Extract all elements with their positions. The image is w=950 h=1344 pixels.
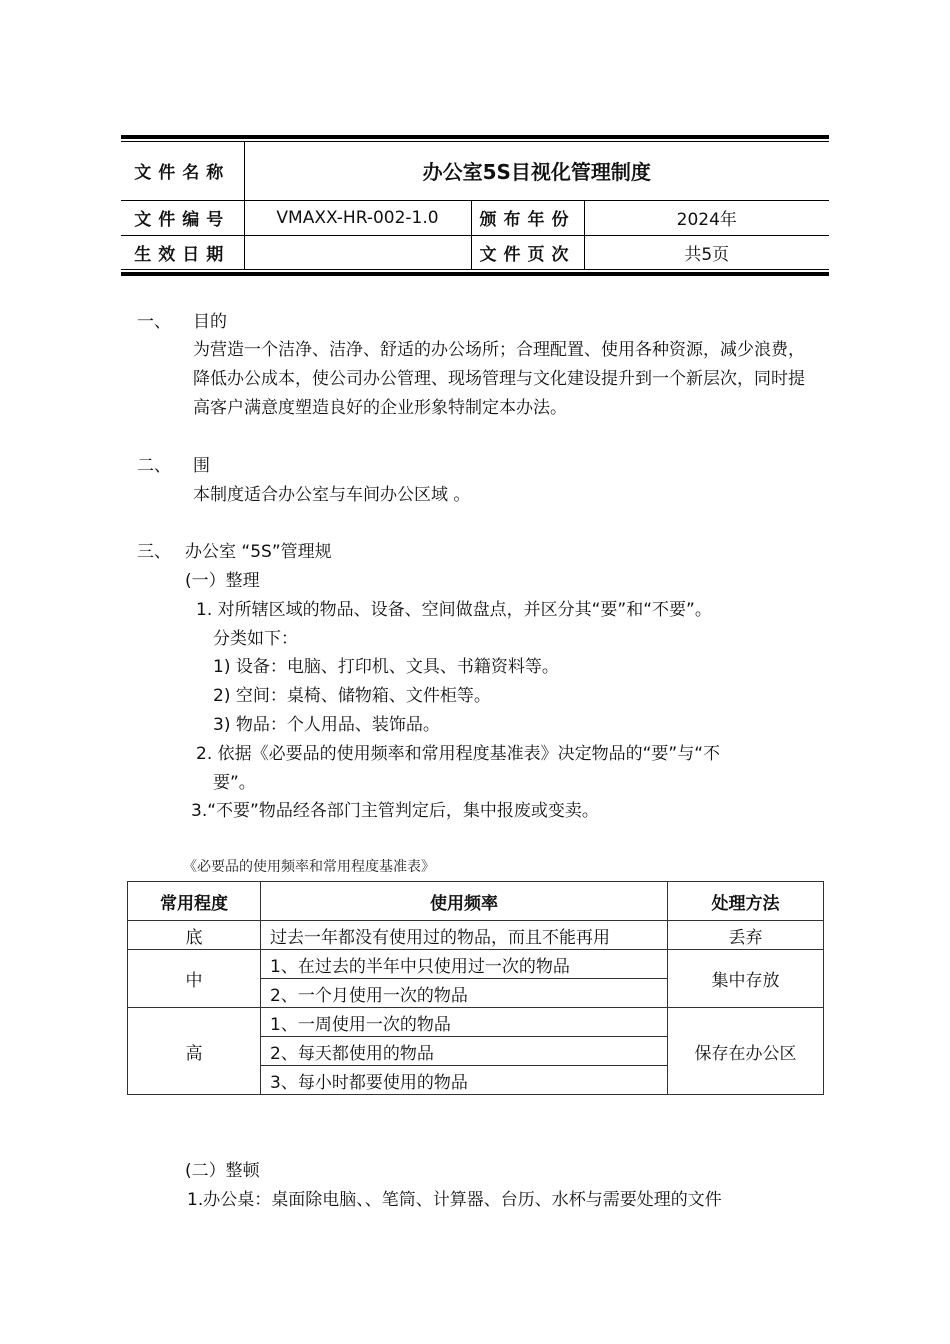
doc-title: 办公室5S目视化管理制度 [244, 142, 829, 200]
section-2-body: 本制度适合办公室与车间办公区域 。 [193, 485, 471, 505]
sub-item-1: 1) 设备：电脑、打印机、文具、书籍资料等。 [213, 657, 559, 677]
action-mid: 集中存放 [668, 950, 824, 1008]
list-item-1a: 1. 对所辖区域的物品、设备、空间做盘点，并区分其“要”和“不要”。 [196, 600, 712, 620]
list-item-2b: 要”。 [213, 773, 256, 793]
header-bottom-rule [121, 272, 829, 276]
doc-name-label: 文件名称 [121, 142, 244, 200]
freq-low: 过去一年都没有使用过的物品，而且不能再用 [261, 921, 668, 950]
list-item-3: 3.“不要”物品经各部门主管判定后，集中报废或变卖。 [191, 801, 599, 821]
effective-date-label: 生效日期 [134, 244, 231, 265]
table-caption: 《必要品的使用频率和常用程度基准表》 [183, 859, 435, 875]
doc-pages-value: 共5页 [584, 235, 829, 269]
freq-high-2: 2、每天都使用的物品 [261, 1037, 668, 1066]
table-row [128, 950, 824, 979]
criteria-table [127, 881, 824, 1095]
header-table [121, 142, 829, 269]
level-mid: 中 [128, 950, 261, 1008]
doc-year-value: 2024年 [584, 200, 829, 235]
subsection-2-item-1: 1.办公桌：桌面除电脑、、笔筒、计算器、台历、水杯与需要处理的文件 [187, 1190, 722, 1210]
table-header-row [128, 882, 824, 921]
sub-item-3: 3) 物品：个人用品、装饰品。 [213, 715, 440, 735]
level-low: 底 [128, 921, 261, 950]
section-2-title: 围 [193, 456, 210, 476]
list-item-2a: 2. 依据《必要品的使用频率和常用程度基准表》决定物品的“要”与“不 [196, 744, 721, 764]
section-3-title: 办公室 “5S”管理规 [185, 542, 332, 562]
header-level: 常用程度 [128, 882, 261, 921]
action-low: 丢弃 [668, 921, 824, 950]
document-header [121, 135, 829, 276]
doc-number-label: 文件编号 [121, 200, 244, 235]
section-3-number: 三、 [137, 542, 171, 562]
subsection-2-title: (二）整顿 [185, 1161, 260, 1181]
sub-item-2: 2) 空间：桌椅、储物箱、文件柜等。 [213, 686, 491, 706]
freq-high-1: 1、一周使用一次的物品 [261, 1008, 668, 1037]
effective-date-value [244, 235, 471, 269]
table-row [128, 921, 824, 950]
header-action: 处理方法 [668, 882, 824, 921]
freq-mid-2: 2、一个月使用一次的物品 [261, 979, 668, 1008]
doc-number-value: VMAXX-HR-002-1.0 [244, 200, 471, 235]
section-1-title: 目的 [193, 312, 227, 332]
action-high: 保存在办公区 [668, 1008, 824, 1095]
doc-pages-label: 文件页次 [471, 235, 584, 269]
freq-mid-1: 1、在过去的半年中只使用过一次的物品 [261, 950, 668, 979]
level-high: 高 [128, 1008, 261, 1095]
doc-year-label: 颁布年份 [471, 200, 584, 235]
section-1-body: 为营造一个洁净、洁净、舒适的办公场所；合理配置、使用各种资源，减少浪费，降低办公成本，使公司办公管理、现场管理与文化建设提升到一个新层次，同时提高客户满意度塑造良好的企业形象特制定本办法。 [193, 340, 805, 418]
section-1-number: 一、 [137, 312, 171, 332]
freq-high-3: 3、每小时都要使用的物品 [261, 1066, 668, 1095]
subsection-1-title: (一）整理 [185, 571, 260, 591]
table-row [128, 1008, 824, 1037]
section-2-number: 二、 [137, 456, 171, 476]
header-frequency: 使用频率 [261, 882, 668, 921]
list-item-1b: 分类如下： [213, 629, 298, 649]
